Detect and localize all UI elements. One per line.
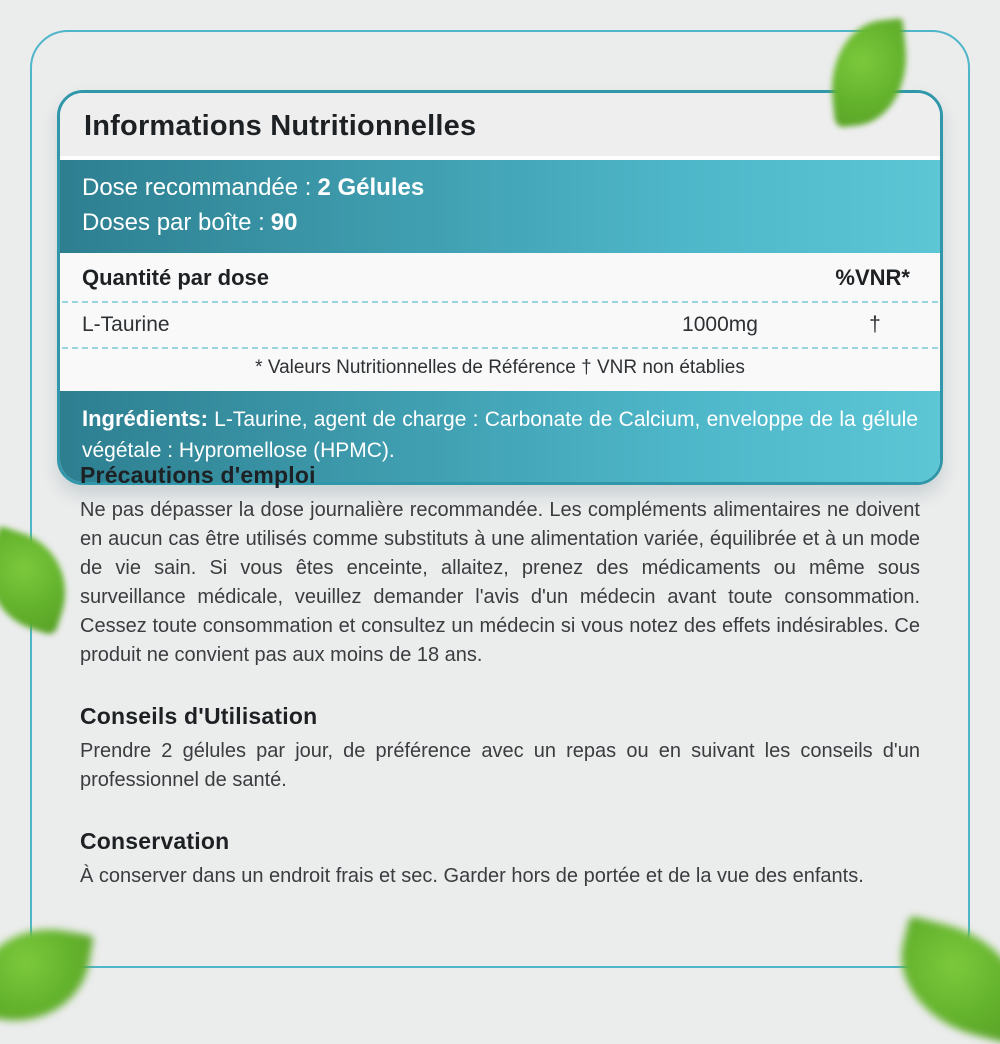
leaf-bottom-right-icon [886,916,1000,1044]
table-row [60,303,940,347]
ingredients-text: L-Taurine, agent de charge : Carbonate de Calcium, enveloppe de la gélule végétale : Hypromellose (HPMC). [82,408,918,462]
panel-title: Informations Nutritionnelles [84,110,477,142]
precautions-heading: Précautions d'emploi [80,462,316,488]
vnr-header: %VNR* [835,265,910,290]
leaf-mid-left-icon [0,526,81,636]
storage-body: À conserver dans un endroit frais et sec. Garder hors de portée et de la vue des enfants. [80,865,864,887]
section-storage [80,828,920,891]
recommended-dose-label: Dose recommandée : [82,174,312,201]
recommended-dose-value: 2 Gélules [317,174,425,201]
table-footnote: * Valeurs Nutritionnelles de Référence † VNR non établies [255,357,745,378]
doses-per-box-label: Doses par boîte : [82,209,265,236]
nutrient-vnr: † [869,313,881,336]
ingredients-label: Ingrédients: [82,406,208,431]
quantity-per-dose-header: Quantité par dose [82,265,270,290]
section-usage-advice [80,703,920,795]
dose-banner [60,160,940,253]
nutrient-name: L-Taurine [82,313,170,336]
leaf-bottom-left-icon [0,917,94,1032]
usage-advice-body: Prendre 2 gélules par jour, de préférence avec un repas ou en suivant les conseils d'un professionnel de santé. [80,740,920,791]
nutrient-amount: 1000mg [682,313,758,336]
info-sections [80,462,920,891]
storage-heading: Conservation [80,828,230,854]
doses-per-box-value: 90 [270,209,298,236]
nutrition-table [60,253,940,391]
nutrition-facts-panel [57,90,943,485]
usage-advice-heading: Conseils d'Utilisation [80,703,318,729]
nutrition-table-header [60,253,940,301]
panel-title-bar [60,93,940,160]
precautions-body: Ne pas dépasser la dose journalière recommandée. Les compléments alimentaires ne doivent en aucun cas être utilisés comme substituts à une alimentation variée, équilibrée et à un mode de vie sain. Si vous êtes enceinte, allaitez, prenez des médicaments ou même sous surveillance médicale, veuillez demander l'avis d'un médecin avant toute consommation. Cessez toute consommation et consultez un médecin si vous notez des effets indésirables. Ce produit ne convient pas aux moins de 18 ans. [80,499,920,666]
section-precautions [80,462,920,670]
doses-per-box-line [82,205,918,240]
ingredients-paragraph [82,403,918,466]
recommended-dose-line [82,170,918,205]
